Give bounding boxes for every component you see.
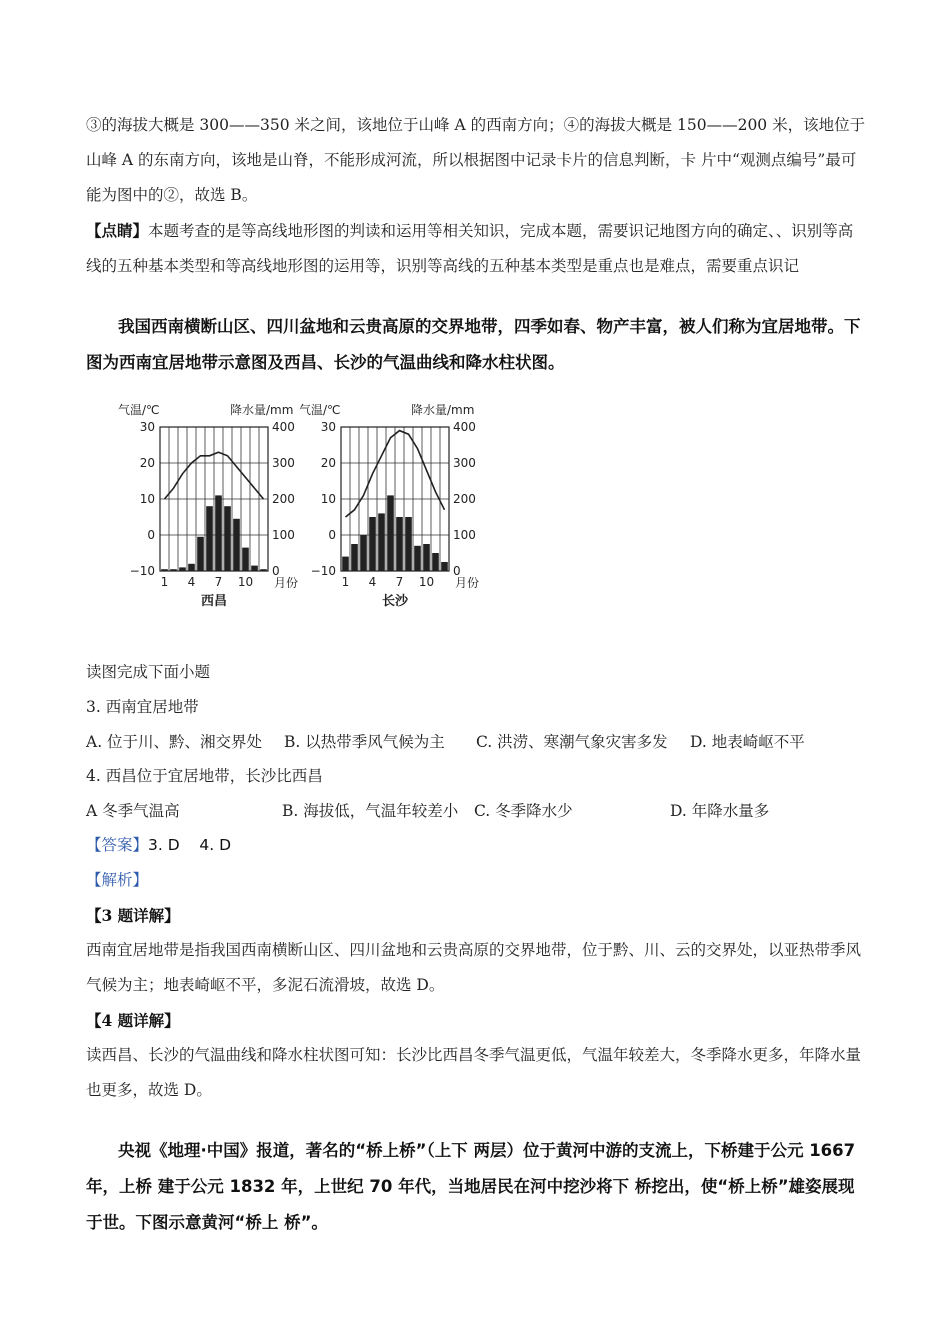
q4-detail-tag: 【4 题详解】 [86, 1011, 180, 1030]
month-tick-label: 1 [341, 575, 350, 589]
precipitation-bar [188, 564, 195, 571]
document-page [86, 108, 866, 1257]
precipitation-bar [260, 569, 267, 571]
q4-detail-text: 读西昌、长沙的气温曲线和降水柱状图可知：长沙比西昌冬季气温更低，气温年较差大，冬季降水更多，年降水量也更多，故选 D。 [86, 1046, 862, 1099]
precipitation-bar [197, 537, 204, 571]
q3-options [86, 725, 866, 759]
precipitation-bar [179, 567, 186, 571]
precipitation-bar [378, 513, 385, 571]
read-prompt: 读图完成下面小题 [86, 663, 211, 681]
answer-value: 3. D 4. D [148, 836, 232, 854]
precip-tick-label: 0 [453, 564, 461, 578]
precip-tick-label: 200 [272, 492, 295, 506]
temp-tick-label: 20 [139, 456, 155, 470]
q3-option-a[interactable]: A. 位于川、黔、湘交界处 [86, 733, 263, 751]
q4-option-c[interactable]: C. 冬季降水少 [474, 802, 573, 820]
precipitation-bar [215, 495, 222, 571]
month-tick-label: 1 [160, 575, 169, 589]
q3-option-d[interactable]: D. 地表崎岖不平 [690, 733, 805, 751]
precipitation-bar [251, 566, 258, 571]
q3-option-b[interactable]: B. 以热带季风气候为主 [284, 733, 445, 751]
precipitation-bar [233, 519, 240, 571]
dianjing-paragraph [86, 213, 866, 284]
precip-tick-label: 200 [453, 492, 476, 506]
precipitation-bar [387, 495, 394, 571]
precip-axis-label: 降水量/mm [411, 403, 475, 417]
temp-tick-label: −10 [310, 564, 336, 578]
temp-axis-label: 气温/℃ [299, 403, 341, 417]
final-paragraph: 央视《地理·中国》报道，著名的“桥上桥”（上下 两层）位于黄河中游的支流上，下桥建于公元 1667 年，上桥 建于公元 1832 年，上世纪 70 年代，当地居民在河中挖沙将下 桥挖出，使“桥上桥”雄姿展现于世。下图示意黄河“桥上 桥”。 [86, 1140, 856, 1232]
q3-option-c[interactable]: C. 洪涝、寒潮气象灾害多发 [476, 733, 668, 751]
precipitation-bar [342, 557, 349, 571]
dianjing-text: 本题考查的是等高线地形图的判读和运用等相关知识，完成本题，需要识记地图方向的确定、、识别等高线的五种基本类型和等高线地形图的运用等，识别等高线的五种基本类型是重点也是难点，需要重点识记 [86, 222, 854, 275]
precipitation-bar [242, 548, 249, 571]
precip-tick-label: 100 [453, 528, 476, 542]
top-paragraph: ③的海拔大概是 300——350 米之间，该地位于山峰 A 的西南方向；④的海拔大概是 150——200 米，该地位于山峰 A 的东南方向，该地是山脊，不能形成河流，所以根据图中记录卡片的信息判断，卡 片中“观测点编号”最可能为图中的②，故选 B。 [86, 116, 866, 204]
climate-charts-svg [86, 397, 866, 649]
q4-options [86, 794, 866, 828]
precip-tick-label: 400 [272, 420, 295, 434]
month-tick-label: 4 [187, 575, 196, 589]
temp-tick-label: 30 [320, 420, 336, 434]
precip-tick-label: 300 [272, 456, 295, 470]
station-title: 西昌 [200, 594, 228, 609]
month-unit-label: 月份 [274, 576, 299, 590]
analysis-tag: 【解析】 [86, 871, 149, 889]
month-tick-label: 7 [214, 575, 223, 589]
answer-tag: 【答案】 [86, 836, 149, 854]
intro-paragraph: 我国西南横断山区、四川盆地和云贵高原的交界地带，四季如春、物产丰富，被人们称为宜居地带。下图为西南宜居地带示意图及西昌、长沙的气温曲线和降水柱状图。 [86, 316, 861, 372]
month-tick-label: 4 [368, 575, 377, 589]
precipitation-bar [170, 569, 177, 571]
month-tick-label: 7 [395, 575, 404, 589]
precipitation-bar [423, 544, 430, 571]
temp-tick-label: 0 [328, 528, 336, 542]
q3-stem: 3. 西南宜居地带 [86, 698, 199, 716]
temp-tick-label: −10 [129, 564, 155, 578]
month-tick-label: 10 [237, 575, 254, 589]
precipitation-bar [351, 544, 358, 571]
temp-tick-label: 0 [147, 528, 155, 542]
answer-line [86, 828, 866, 863]
month-unit-label: 月份 [455, 576, 480, 590]
precipitation-bar [369, 517, 376, 571]
temp-tick-label: 10 [139, 492, 155, 506]
precip-tick-label: 300 [453, 456, 476, 470]
precipitation-bar [405, 517, 412, 571]
q4-stem: 4. 西昌位于宜居地带，长沙比西昌 [86, 767, 323, 785]
temp-tick-label: 20 [320, 456, 336, 470]
dianjing-tag: 【点睛】 [86, 221, 149, 240]
q4-option-b[interactable]: B. 海拔低，气温年较差小 [282, 802, 459, 820]
temp-tick-label: 10 [320, 492, 336, 506]
q3-detail-tag: 【3 题详解】 [86, 906, 180, 925]
precipitation-bar [360, 535, 367, 571]
precip-tick-label: 400 [453, 420, 476, 434]
precipitation-bar [224, 506, 231, 571]
q3-detail-text: 西南宜居地带是指我国西南横断山区、四川盆地和云贵高原的交界地带，位于黔、川、云的交界处，以亚热带季风气候为主；地表崎岖不平，多泥石流滑坡，故选 D。 [86, 941, 862, 994]
precipitation-bar [432, 553, 439, 571]
precipitation-bar [441, 562, 448, 571]
precip-axis-label: 降水量/mm [230, 403, 294, 417]
precip-tick-label: 0 [272, 564, 280, 578]
station-title: 长沙 [381, 594, 409, 609]
q4-option-d[interactable]: D. 年降水量多 [670, 802, 770, 820]
precipitation-bar [396, 517, 403, 571]
month-tick-label: 10 [418, 575, 435, 589]
precipitation-bar [414, 546, 421, 571]
precipitation-bar [206, 506, 213, 571]
q4-option-a[interactable]: A 冬季气温高 [86, 802, 180, 820]
temp-tick-label: 30 [139, 420, 155, 434]
climate-charts-figure [86, 397, 866, 649]
precip-tick-label: 100 [272, 528, 295, 542]
temp-axis-label: 气温/℃ [118, 403, 160, 417]
precipitation-bar [161, 569, 168, 571]
